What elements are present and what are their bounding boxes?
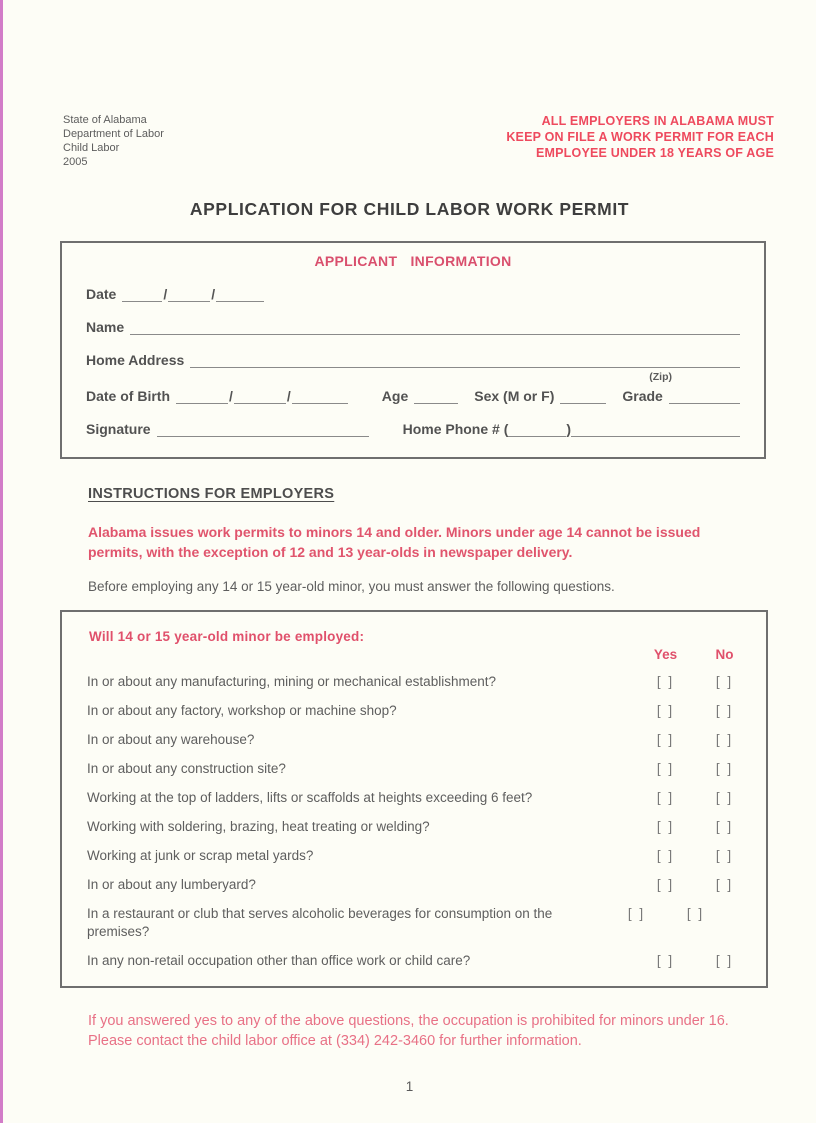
- question-row: [87, 952, 754, 970]
- no-checkbox[interactable]: [ ]: [715, 877, 734, 892]
- home-address-row: [86, 351, 740, 368]
- no-checkbox[interactable]: [ ]: [715, 790, 734, 805]
- yes-checkbox[interactable]: [ ]: [656, 703, 675, 718]
- no-checkbox[interactable]: [ ]: [715, 953, 734, 968]
- dob-year-blank[interactable]: [292, 387, 348, 404]
- yes-checkbox[interactable]: [ ]: [656, 848, 675, 863]
- date-year-blank[interactable]: [216, 285, 264, 302]
- questions-section: [60, 610, 768, 988]
- question-text: In a restaurant or club that serves alcoholic beverages for consumption on the premises?: [87, 906, 553, 939]
- phone-area-blank[interactable]: [508, 420, 566, 437]
- page-header: [3, 0, 816, 169]
- question-text: In or about any construction site?: [87, 761, 286, 776]
- question-row: [87, 760, 754, 778]
- notice-line: EMPLOYEE UNDER 18 YEARS OF AGE: [536, 146, 774, 160]
- no-checkbox[interactable]: [ ]: [715, 732, 734, 747]
- questions-heading: Will 14 or 15 year-old minor be employed:: [89, 629, 365, 644]
- yes-checkbox[interactable]: [ ]: [656, 674, 675, 689]
- name-label: Name: [86, 319, 125, 335]
- question-row: [87, 673, 754, 691]
- no-checkbox[interactable]: [ ]: [715, 819, 734, 834]
- agency-line: Department of Labor: [63, 128, 164, 140]
- instructions-heading: INSTRUCTIONS FOR EMPLOYERS: [88, 486, 335, 502]
- home-address-label: Home Address: [86, 352, 185, 368]
- question-row: [87, 818, 754, 836]
- yes-checkbox[interactable]: [ ]: [656, 877, 675, 892]
- age-label: Age: [381, 388, 409, 404]
- age-policy-note: Alabama issues work permits to minors 14 and older. Minors under age 14 cannot be issued permits, with the exception of 12 and 13 year-olds in newspaper delivery.: [88, 524, 701, 560]
- dob-row: [86, 387, 740, 404]
- question-text: Working at junk or scrap metal yards?: [87, 848, 314, 863]
- question-row: [87, 731, 754, 749]
- name-row: [86, 318, 740, 335]
- applicant-information-section: [60, 241, 766, 459]
- date-separator: /: [163, 286, 168, 302]
- question-text: In or about any warehouse?: [87, 732, 255, 747]
- page-number: 1: [405, 1079, 414, 1094]
- home-address-blank[interactable]: [190, 351, 740, 368]
- question-row: [87, 847, 754, 865]
- signature-row: [86, 420, 740, 437]
- dob-day-blank[interactable]: [234, 387, 286, 404]
- sex-blank[interactable]: [560, 387, 606, 404]
- questions-intro: Before employing any 14 or 15 year-old minor, you must answer the following questions.: [88, 579, 615, 594]
- notice-line: KEEP ON FILE A WORK PERMIT FOR EACH: [506, 130, 774, 144]
- grade-blank[interactable]: [669, 387, 740, 404]
- question-text: In or about any manufacturing, mining or mechanical establishment?: [87, 674, 496, 689]
- age-blank[interactable]: [414, 387, 458, 404]
- question-row: [87, 702, 754, 720]
- no-checkbox[interactable]: [ ]: [715, 703, 734, 718]
- yes-checkbox[interactable]: [ ]: [627, 906, 646, 921]
- no-column-label: No: [715, 647, 734, 662]
- yes-checkbox[interactable]: [ ]: [656, 819, 675, 834]
- yes-checkbox[interactable]: [ ]: [656, 790, 675, 805]
- no-checkbox[interactable]: [ ]: [715, 674, 734, 689]
- date-separator: /: [211, 286, 216, 302]
- home-phone-close: ): [566, 421, 572, 437]
- no-checkbox[interactable]: [ ]: [715, 848, 734, 863]
- question-row: [87, 905, 754, 941]
- yes-column-label: Yes: [653, 647, 678, 662]
- prohibition-note: If you answered yes to any of the above questions, the occupation is prohibited for minors under 16. Please contact the child labor office at (334) 242-3460 for further information.: [88, 1013, 729, 1049]
- yes-checkbox[interactable]: [ ]: [656, 953, 675, 968]
- grade-label: Grade: [622, 388, 663, 404]
- date-separator: /: [286, 388, 291, 404]
- question-row: [87, 876, 754, 894]
- no-checkbox[interactable]: [ ]: [686, 906, 705, 921]
- dob-month-blank[interactable]: [176, 387, 228, 404]
- employer-notice: [506, 113, 774, 169]
- date-label: Date: [86, 286, 117, 302]
- date-row: [86, 285, 740, 302]
- yes-checkbox[interactable]: [ ]: [656, 761, 675, 776]
- home-phone-label: Home Phone # (: [402, 421, 509, 437]
- notice-line: ALL EMPLOYERS IN ALABAMA MUST: [541, 114, 774, 128]
- form-title: APPLICATION FOR CHILD LABOR WORK PERMIT: [189, 199, 630, 219]
- agency-line: Child Labor: [63, 142, 120, 154]
- date-day-blank[interactable]: [168, 285, 210, 302]
- question-text: In or about any lumberyard?: [87, 877, 256, 892]
- question-text: In or about any factory, workshop or machine shop?: [87, 703, 397, 718]
- question-row: [87, 789, 754, 807]
- applicant-info-heading: APPLICANT INFORMATION: [314, 253, 512, 269]
- question-text: Working with soldering, brazing, heat treating or welding?: [87, 819, 430, 834]
- signature-label: Signature: [86, 421, 151, 437]
- question-text: In any non-retail occupation other than office work or child care?: [87, 953, 471, 968]
- date-separator: /: [229, 388, 233, 404]
- dob-label: Date of Birth: [86, 388, 170, 404]
- name-blank[interactable]: [130, 318, 740, 335]
- yes-no-header: [87, 647, 754, 662]
- agency-line: State of Alabama: [63, 114, 147, 126]
- zip-label: (Zip): [649, 371, 672, 383]
- question-text: Working at the top of ladders, lifts or scaffolds at heights exceeding 6 feet?: [87, 790, 533, 805]
- agency-block: [63, 113, 164, 169]
- no-checkbox[interactable]: [ ]: [715, 761, 734, 776]
- agency-line: 2005: [63, 156, 88, 168]
- sex-label: Sex (M or F): [474, 388, 555, 404]
- date-month-blank[interactable]: [122, 285, 162, 302]
- phone-number-blank[interactable]: [571, 420, 740, 437]
- yes-checkbox[interactable]: [ ]: [656, 732, 675, 747]
- signature-blank[interactable]: [157, 420, 369, 437]
